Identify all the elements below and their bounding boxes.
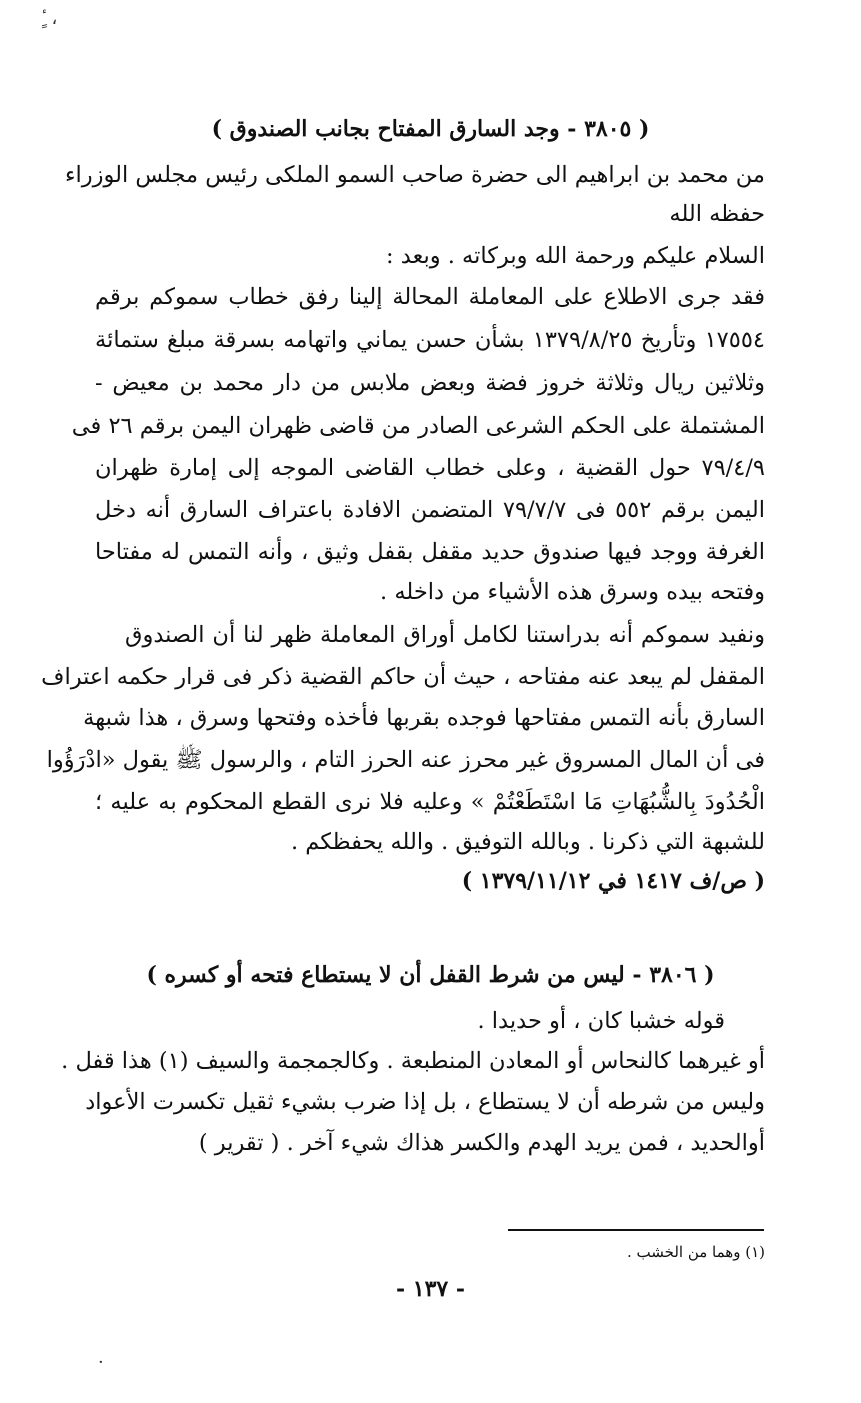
letter-from-line-2: حفظه الله	[669, 201, 765, 227]
paragraph-line: المشتملة على الحكم الشرعى الصادر من قاضى ظهران اليمن برقم ٢٦ فى	[71, 413, 765, 439]
page-number: - ١٣٧ -	[395, 1276, 466, 1302]
paragraph-line: اليمن برقم ٥٥٢ فى ٧٩/٧/٧ المتضمن الافادة باعتراف السارق أنه دخل	[95, 497, 765, 523]
section-heading-3806: ( ٣٨٠٦ - ليس من شرط القفل أن لا يستطاع فتحه أو كسره )	[146, 962, 715, 988]
corner-mark: ٔ ٍ ،	[40, 8, 58, 29]
paragraph-line: وثلاثين ريال وثلاثة خروز فضة وبعض ملابس من دار محمد بن معيض -	[95, 370, 765, 396]
paragraph-line: المقفل لم يبعد عنه مفتاحه ، حيث أن حاكم القضية ذكر فى قرار حكمه اعتراف	[41, 664, 765, 690]
paragraph-line: ونفيد سموكم أنه بدراستنا لكامل أوراق المعاملة ظهر لنا أن الصندوق	[125, 622, 765, 648]
paragraph-line: وفتحه بيده وسرق هذه الأشياء من داخله .	[380, 579, 765, 605]
paragraph-line: السارق بأنه التمس مفتاحها فوجده بقربها فأخذه وفتحها وسرق ، هذا شبهة	[83, 705, 765, 731]
paragraph-line: وليس من شرطه أن لا يستطاع ، بل إذا ضرب بشيء ثقيل تكسرت الأعواد	[85, 1089, 765, 1115]
paragraph-line: أو غيرهما كالنحاس أو المعادن المنطبعة . وكالجمجمة والسيف (١) هذا قفل .	[61, 1048, 765, 1074]
paragraph-line: الغرفة ووجد فيها صندوق حديد مقفل بقفل وثيق ، وأنه التمس له مفتاحا	[95, 539, 765, 565]
bottom-mark: ·	[98, 1352, 104, 1373]
paragraph-line: قوله خشبا كان ، أو حديدا .	[477, 1008, 725, 1034]
greeting-line: السلام عليكم ورحمة الله وبركاته . وبعد :	[386, 243, 765, 269]
section-heading-3805: ( ٣٨٠٥ - وجد السارق المفتاح بجانب الصندوق )	[211, 116, 650, 142]
paragraph-line: ٧٩/٤/٩ حول القضية ، وعلى خطاب القاضى الموجه إلى إمارة ظهران	[95, 455, 765, 481]
paragraph-line: فى أن المال المسروق غير محرز عنه الحرز التام ، والرسول ﷺ يقول «ادْرَؤُوا	[46, 747, 765, 773]
paragraph-line: للشبهة التي ذكرنا . وبالله التوفيق . والله يحفظكم .	[290, 829, 765, 855]
footnote-rule	[508, 1229, 764, 1231]
footnote: (١) وهما من الخشب .	[627, 1243, 765, 1261]
paragraph-line: الْحُدُودَ بِالشُّبُهَاتِ مَا اسْتَطَعْتُمْ » وعليه فلا نرى القطع المحكوم به عليه ؛	[95, 789, 765, 815]
paragraph-line: فقد جرى الاطلاع على المعاملة المحالة إلينا رفق خطاب سموكم برقم	[95, 284, 765, 310]
paragraph-line: أوالحديد ، فمن يريد الهدم والكسر هذاك شيء آخر . ( تقرير )	[198, 1130, 765, 1156]
reference-line: ( ص/ف ١٤١٧ في ١٣٧٩/١١/١٢ )	[461, 868, 765, 894]
paragraph-line: ١٧٥٥٤ وتأريخ ١٣٧٩/٨/٢٥ بشأن حسن يماني واتهامه بسرقة مبلغ ستمائة	[95, 327, 765, 353]
letter-from-line: من محمد بن ابراهيم الى حضرة صاحب السمو الملكى رئيس مجلس الوزراء	[64, 162, 765, 188]
